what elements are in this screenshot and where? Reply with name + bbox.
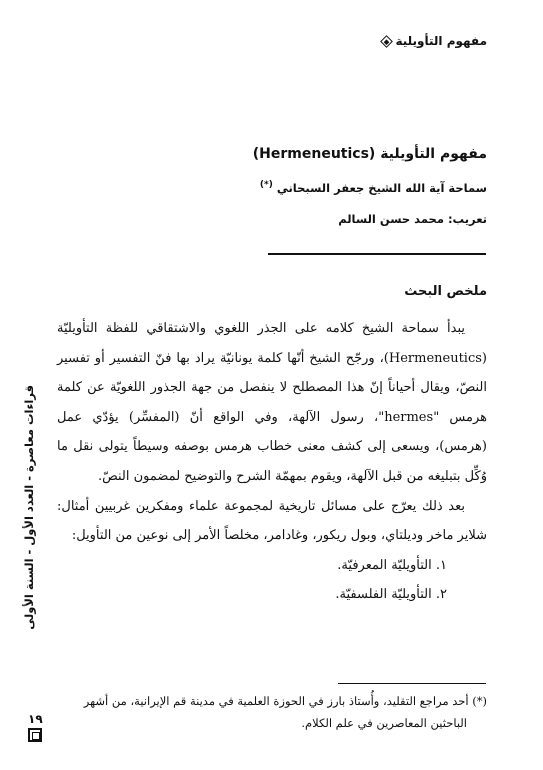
journal-side-label: قراءات معاصرة - العدد الأول - السنة الأولى bbox=[22, 385, 36, 630]
page-number: ١٩ bbox=[28, 712, 43, 726]
author-name: سماحة آية الله الشيخ جعفر السبحاني bbox=[276, 180, 487, 195]
title-divider bbox=[268, 253, 486, 255]
footnote-divider bbox=[338, 683, 486, 684]
paragraph-1: يبدأ سماحة الشيخ كلامه على الجذر اللغوي والاشتقاقي للفظة التأويليّة (Hermeneutics)، ورجّح الشيخ أنّها كلمة يونانيّة يراد بها فنّ التفسير أو تفسير النصّ، ويقال أحياناً إنّ هذا المصطلح لا ينفصل من جهة الجذور اللغويّة عن كلمة هرمس "hermes"، رسول الآلهة، وفي الواقع أنّ (المفسِّر) يؤدّي عمل (هرمس)، ويسعى إلى كشف معنى خطاب هرمس بوصفه وسيطاً يتولى نقل ما وُكِّل بتبليغه من قبل الآلهة، ويقوم بمهمّة الشرح والتوضيح لمضمون النصّ. bbox=[57, 321, 487, 484]
body-text bbox=[57, 314, 487, 610]
author-note-mark: (*) bbox=[259, 180, 273, 190]
footnote bbox=[57, 690, 487, 734]
running-header bbox=[382, 34, 487, 48]
list-item-1: ١. التأويليّة المعرفيّة. bbox=[337, 557, 447, 573]
article-title: مفهوم التأويلية (Hermeneutics) bbox=[252, 146, 487, 162]
page-mark-icon bbox=[28, 728, 42, 742]
section-heading: ملخص البحث bbox=[404, 284, 487, 299]
paragraph-2: بعد ذلك يعرّج على مسائل تاريخية لمجموعة علماء ومفكرين غربيين أمثال: شلاير ماخر وديلتاي، وبول ريكور، وغادامر، مخلصاً الأمر إلى نوعين من التأويل: bbox=[57, 498, 487, 544]
footnote-line-2: الباحثين المعاصرين في علم الكلام. bbox=[301, 716, 467, 730]
diamond-icon bbox=[381, 35, 394, 48]
translator-line: تعريب: محمد حسن السالم bbox=[338, 212, 487, 226]
running-title: مفهوم التأويلية bbox=[395, 34, 487, 48]
author-line bbox=[260, 180, 487, 195]
list-item-2: ٢. التأويليّة الفلسفيّة. bbox=[335, 587, 447, 603]
footnote-line-1: (*) أحد مراجع التقليد، وأُستاذ بارز في الحوزة العلمية في مدينة قم الإيرانية، من أشهر bbox=[83, 694, 487, 708]
